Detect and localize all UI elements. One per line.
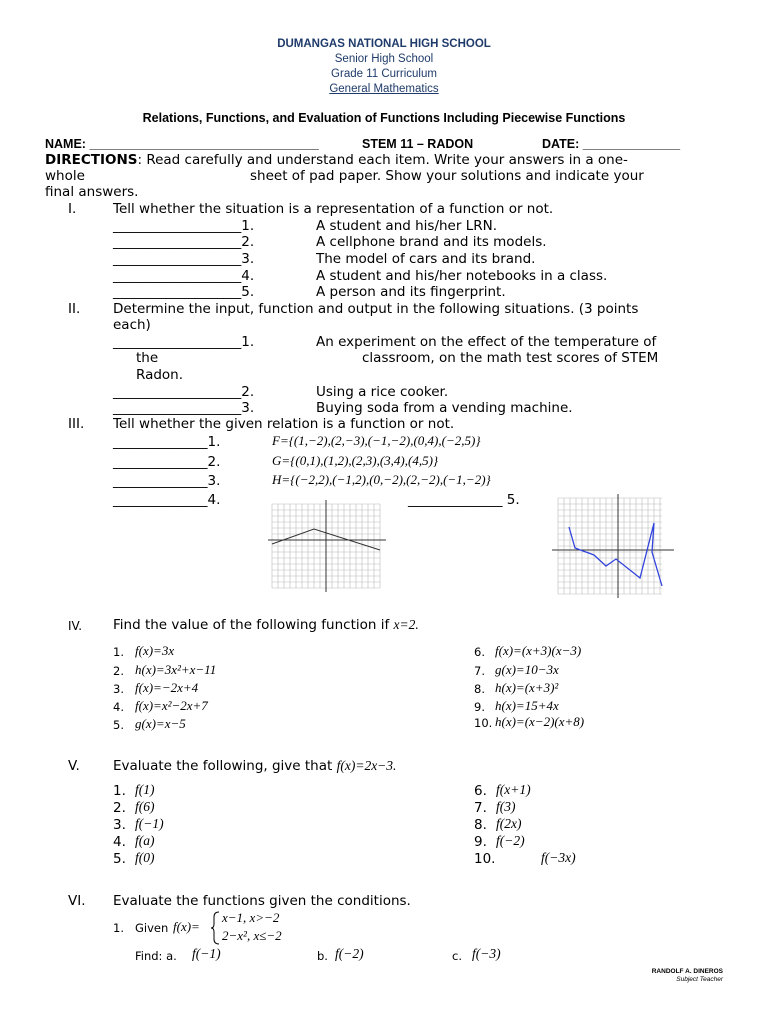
section5-number: V.	[68, 758, 80, 774]
directions-line1	[45, 152, 628, 169]
section4-instruction	[113, 617, 419, 634]
s3-relation-h: H={(−2,2),(−1,2),(0,−2),(2,−2),(−1,−2)}	[272, 472, 491, 487]
section2-number: II.	[68, 301, 81, 317]
s3-blank-2: ______________2.	[113, 454, 221, 470]
s3-relation-g: G={(0,1),(1,2),(2,3),(3,4),(4,5)}	[272, 453, 439, 468]
graph-5-grid	[558, 498, 662, 594]
s1-item-4: A student and his/her notebooks in a class.	[316, 268, 608, 284]
section5-instruction-text: Evaluate the following, give that	[113, 758, 337, 774]
s3-blank-4: ______________4.	[113, 492, 221, 508]
document-title: Relations, Functions, and Evaluation of Functions Including Piecewise Functions	[142, 111, 626, 125]
s4-right-f6: f(x)=(x+3)(x−3)	[495, 643, 582, 658]
s5-right-n7: 7.	[474, 800, 487, 816]
s2-item-1: An experiment on the effect of the temperature of	[316, 334, 657, 350]
s5-left-n5: 5.	[113, 851, 126, 867]
s5-right-f6: f(x+1)	[496, 782, 531, 797]
s5-right-n10: 10.	[474, 851, 496, 867]
s6-find-c: f(−3)	[472, 946, 501, 961]
section3-instruction: Tell whether the given relation is a function or not.	[113, 416, 455, 432]
s2-item-2: Using a rice cooker.	[316, 384, 449, 400]
s2-item-1-cont-a: the	[136, 350, 159, 366]
section6-number: VI.	[68, 893, 86, 909]
section4-instruction-text: Find the value of the following function if	[113, 617, 394, 633]
s1-item-1: A student and his/her LRN.	[316, 218, 497, 234]
section3-number: III.	[68, 416, 85, 432]
section4-instruction-math: x=2.	[393, 617, 419, 632]
teacher-role: Subject Teacher	[676, 976, 723, 983]
s4-right-n6: 6.	[474, 645, 485, 659]
s1-blank-5: ___________________5.	[113, 284, 255, 300]
s2-item-1-cont-c: Radon.	[136, 367, 184, 383]
s6-case2: 2−x², x≤−2	[222, 928, 282, 943]
s4-left-f2: h(x)=3x²+x−11	[135, 662, 217, 677]
s1-item-3: The model of cars and its brand.	[316, 251, 536, 267]
s5-left-f4: f(a)	[135, 833, 155, 848]
s4-right-n7: 7.	[474, 664, 485, 678]
s6-item-number: 1.	[113, 921, 124, 935]
s4-right-f8: h(x)=(x+3)²	[495, 680, 559, 695]
s5-left-n4: 4.	[113, 834, 126, 850]
s3-blank-5: ______________ 5.	[408, 492, 520, 508]
s4-right-f9: h(x)=15+4x	[495, 698, 559, 713]
s4-left-n3: 3.	[113, 682, 124, 696]
s6-find-a: f(−1)	[192, 946, 221, 961]
section6-instruction: Evaluate the functions given the conditions.	[113, 893, 411, 909]
directions-line3: final answers.	[45, 184, 139, 200]
school-name: DUMANGAS NATIONAL HIGH SCHOOL	[277, 38, 491, 50]
s4-right-n9: 9.	[474, 700, 485, 714]
s6-find-label: Find: a.	[135, 949, 177, 963]
s5-right-f7: f(3)	[496, 799, 516, 814]
s2-item-1-cont-b: classroom, on the math test scores of STEM	[362, 350, 659, 366]
s4-right-f10: h(x)=(x−2)(x+8)	[495, 714, 585, 729]
s5-right-n8: 8.	[474, 817, 487, 833]
s6-find-b-label: b.	[317, 949, 328, 963]
s3-blank-1: ______________1.	[113, 434, 221, 450]
s2-blank-3: ___________________3.	[113, 400, 255, 416]
section1-instruction: Tell whether the situation is a representation of a function or not.	[113, 201, 554, 217]
s6-fx: f(x)=	[173, 919, 200, 934]
s1-blank-4: ___________________4.	[113, 268, 255, 284]
s5-left-n1: 1.	[113, 783, 126, 799]
piecewise-brace	[211, 911, 221, 945]
graph-4	[266, 496, 392, 596]
s5-left-n2: 2.	[113, 800, 126, 816]
s5-right-f10: f(−3x)	[541, 850, 576, 865]
s4-right-n10: 10.	[474, 716, 493, 730]
s4-left-f5: g(x)=x−5	[135, 716, 186, 731]
s4-left-f1: f(x)=3x	[135, 643, 175, 658]
section4-number: IV.	[68, 619, 83, 633]
s5-right-f8: f(2x)	[496, 816, 522, 831]
section1-number: I.	[68, 201, 77, 217]
s5-left-f3: f(−1)	[135, 816, 164, 831]
s4-right-n8: 8.	[474, 682, 485, 696]
teacher-name: RANDOLF A. DINEROS	[651, 968, 723, 975]
s6-find-b: f(−2)	[335, 946, 364, 961]
graph-5	[550, 492, 678, 600]
s4-left-n5: 5.	[113, 718, 124, 732]
header-line4: General Mathematics	[329, 83, 439, 95]
s2-item-3: Buying soda from a vending machine.	[316, 400, 573, 416]
section5-instruction-math: f(x)=2x−3.	[336, 758, 397, 773]
s5-right-n6: 6.	[474, 783, 487, 799]
s5-left-f2: f(6)	[135, 799, 155, 814]
s5-right-n9: 9.	[474, 834, 487, 850]
s5-left-f1: f(1)	[135, 782, 155, 797]
s2-blank-1: ___________________1.	[113, 334, 255, 350]
s4-left-n2: 2.	[113, 664, 124, 678]
section5-instruction	[113, 758, 396, 775]
name-field: NAME: _________________________________	[45, 137, 319, 151]
header-line2: Senior High School	[334, 53, 434, 65]
date-field: DATE: ______________	[542, 137, 681, 151]
s1-blank-3: ___________________3.	[113, 251, 255, 267]
s4-right-f7: g(x)=10−3x	[495, 662, 559, 677]
s6-case1: x−1, x>−2	[222, 910, 280, 925]
s4-left-n4: 4.	[113, 700, 124, 714]
s2-blank-2: ___________________2.	[113, 384, 255, 400]
section2-instruction: Determine the input, function and output in the following situations. (3 points	[113, 301, 639, 317]
section2-instruction2: each)	[113, 317, 151, 333]
s4-left-f3: f(x)=−2x+4	[135, 680, 199, 695]
s6-find-c-label: c.	[452, 949, 462, 963]
s1-item-5: A person and its fingerprint.	[316, 284, 506, 300]
section-label: STEM 11 – RADON	[362, 137, 474, 151]
s1-item-2: A cellphone brand and its models.	[316, 234, 547, 250]
s1-blank-2: ___________________2.	[113, 234, 255, 250]
s1-blank-1: ___________________1.	[113, 218, 255, 234]
directions-label: DIRECTIONS	[45, 152, 138, 168]
directions-text1: : Read carefully and understand each item. Write your answers in a one-	[137, 152, 628, 168]
s4-left-n1: 1.	[113, 645, 124, 659]
s5-left-f5: f(0)	[135, 850, 155, 865]
s3-relation-f: F={(1,−2),(2,−3),(−1,−2),(0,4),(−2,5)}	[272, 433, 481, 448]
s5-right-f9: f(−2)	[496, 833, 525, 848]
s6-given-label: Given	[135, 921, 169, 935]
s5-left-n3: 3.	[113, 817, 126, 833]
header-line3: Grade 11 Curriculum	[331, 68, 437, 80]
s3-blank-3: ______________3.	[113, 473, 221, 489]
directions-line2a: whole	[45, 168, 85, 184]
s4-left-f4: f(x)=x²−2x+7	[135, 698, 208, 713]
directions-line2b: sheet of pad paper. Show your solutions and indicate your	[250, 168, 644, 184]
